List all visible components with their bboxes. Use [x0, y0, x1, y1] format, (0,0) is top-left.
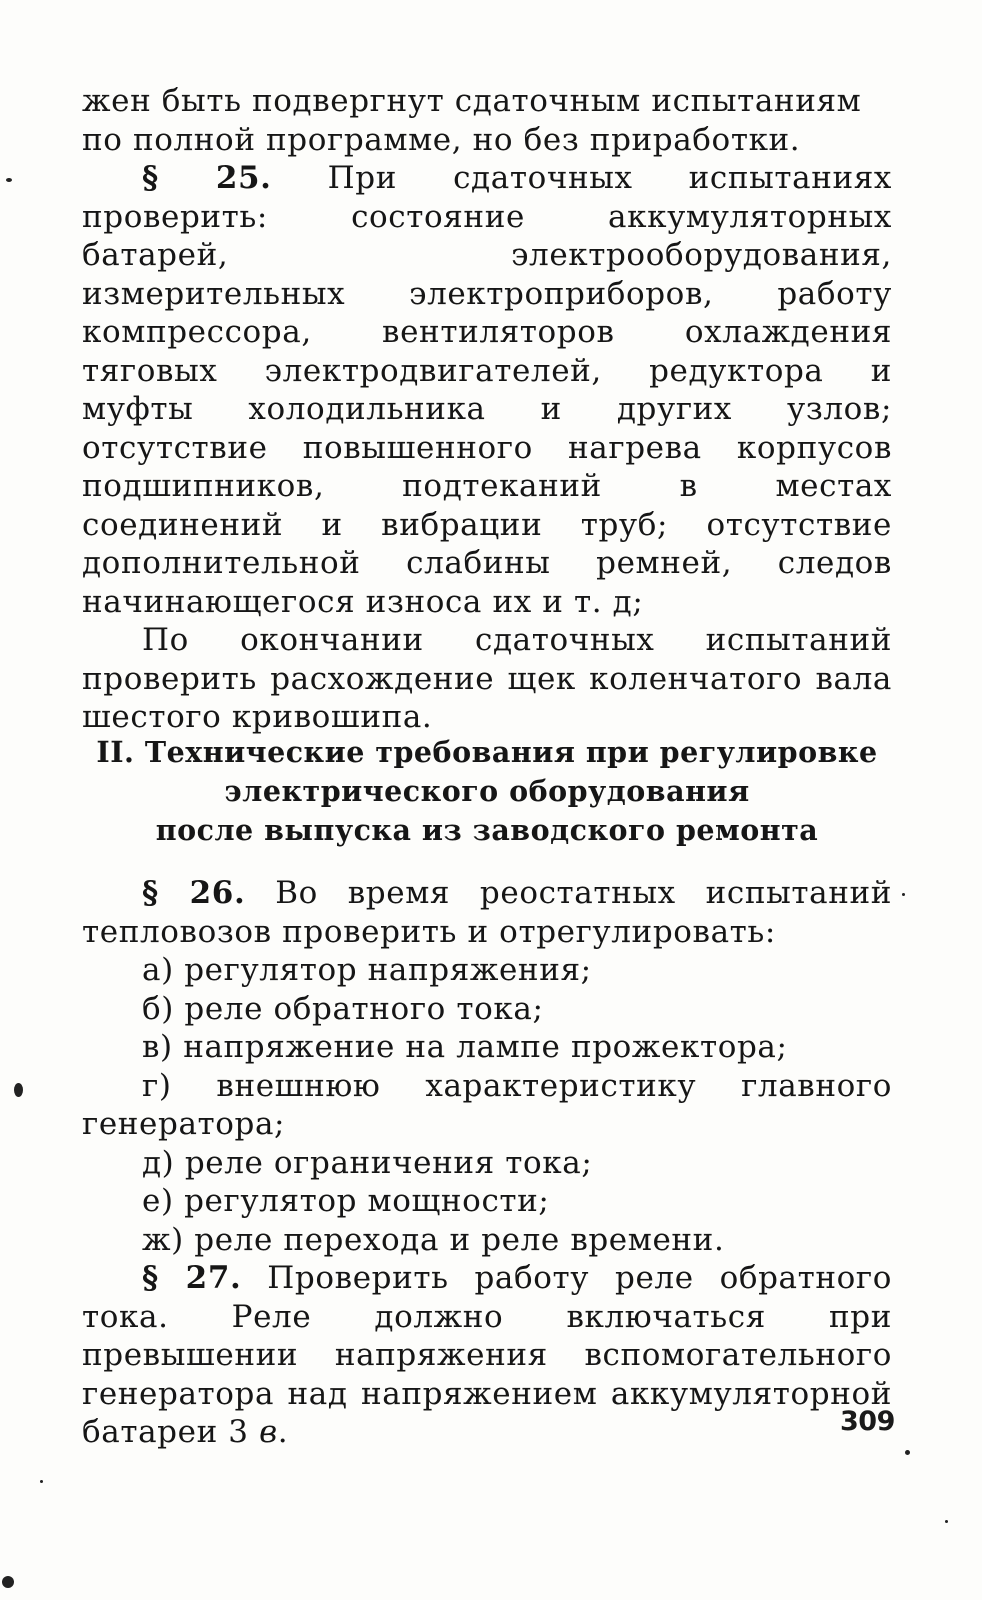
section-mark-25: § 25.: [142, 160, 272, 196]
section-mark-27: § 27.: [142, 1260, 242, 1296]
list-item: д) реле ограничения тока;: [142, 1144, 593, 1181]
voltage-unit: в: [259, 1414, 278, 1450]
continued-line-1: жен быть подвергнут сдаточным испытаниям: [82, 83, 862, 119]
paragraph-27: [82, 1259, 892, 1452]
continued-line-2: по полной программе, но без приработки.: [82, 121, 801, 158]
text-block-upper: [82, 82, 892, 737]
section-heading: [82, 733, 892, 850]
list-item: е) регулятор мощности;: [142, 1183, 550, 1219]
section-heading-line-2: электрического оборудования: [224, 774, 750, 808]
list-item: в) напряжение на лампе прожектора;: [142, 1029, 788, 1065]
list-item: ж) реле перехода и реле времени.: [142, 1221, 725, 1258]
list-item: б) реле обратного тока;: [142, 990, 544, 1027]
paragraph-final-check: [82, 621, 892, 737]
paragraph-final-check-text: По окончании сдаточных испытаний проверить расхождение щек коленчатого вала шестого кривошипа.: [82, 622, 892, 735]
page-number: 309: [840, 1406, 895, 1437]
scan-speck: [905, 1450, 910, 1455]
list-item: г) внешнюю характеристику главного генератора;: [82, 1067, 892, 1142]
scan-speck: [14, 1083, 23, 1097]
paragraph-25: [82, 159, 892, 621]
section-heading-line-1: II. Технические требования при регулировке: [96, 735, 878, 769]
list-item: а) регулятор напряжения;: [142, 952, 592, 988]
scan-speck: [40, 1480, 43, 1483]
scan-speck: [945, 1520, 948, 1523]
section-mark-26: § 26.: [142, 875, 246, 911]
continued-paragraph: [82, 82, 892, 159]
paragraph-27-text: Проверить работу реле обратного тока. Реле должно включаться при превышении напряжения вспомогательного генератора над напряжением аккумуляторной батареи 3: [82, 1260, 892, 1450]
paragraph-26: [82, 874, 892, 951]
scan-speck: [2, 1576, 14, 1588]
scan-speck: [902, 893, 905, 896]
scan-speck: [6, 178, 12, 182]
paragraph-25-text: При сдаточных испытаниях проверить: состояние аккумуляторных батарей, электрооборудования, измерительных электроприборов, работу компрессора, вентиляторов охлаждения тяговых электродвигателей, редуктора и муфты холодильника и других узлов; отсутствие повышенного нагрева корпусов подшипников, подтеканий в местах соединений и вибрации труб; отсутствие дополнительной слабины ремней, следов начинающегося износа их и т. д;: [82, 160, 892, 620]
paragraph-27-end: .: [277, 1414, 289, 1450]
text-block-lower: [82, 874, 892, 1452]
section-heading-line-3: после выпуска из заводского ремонта: [155, 813, 819, 847]
paragraph-26-text: Во время реостатных испытаний тепловозов проверить и отрегулировать:: [82, 875, 892, 950]
